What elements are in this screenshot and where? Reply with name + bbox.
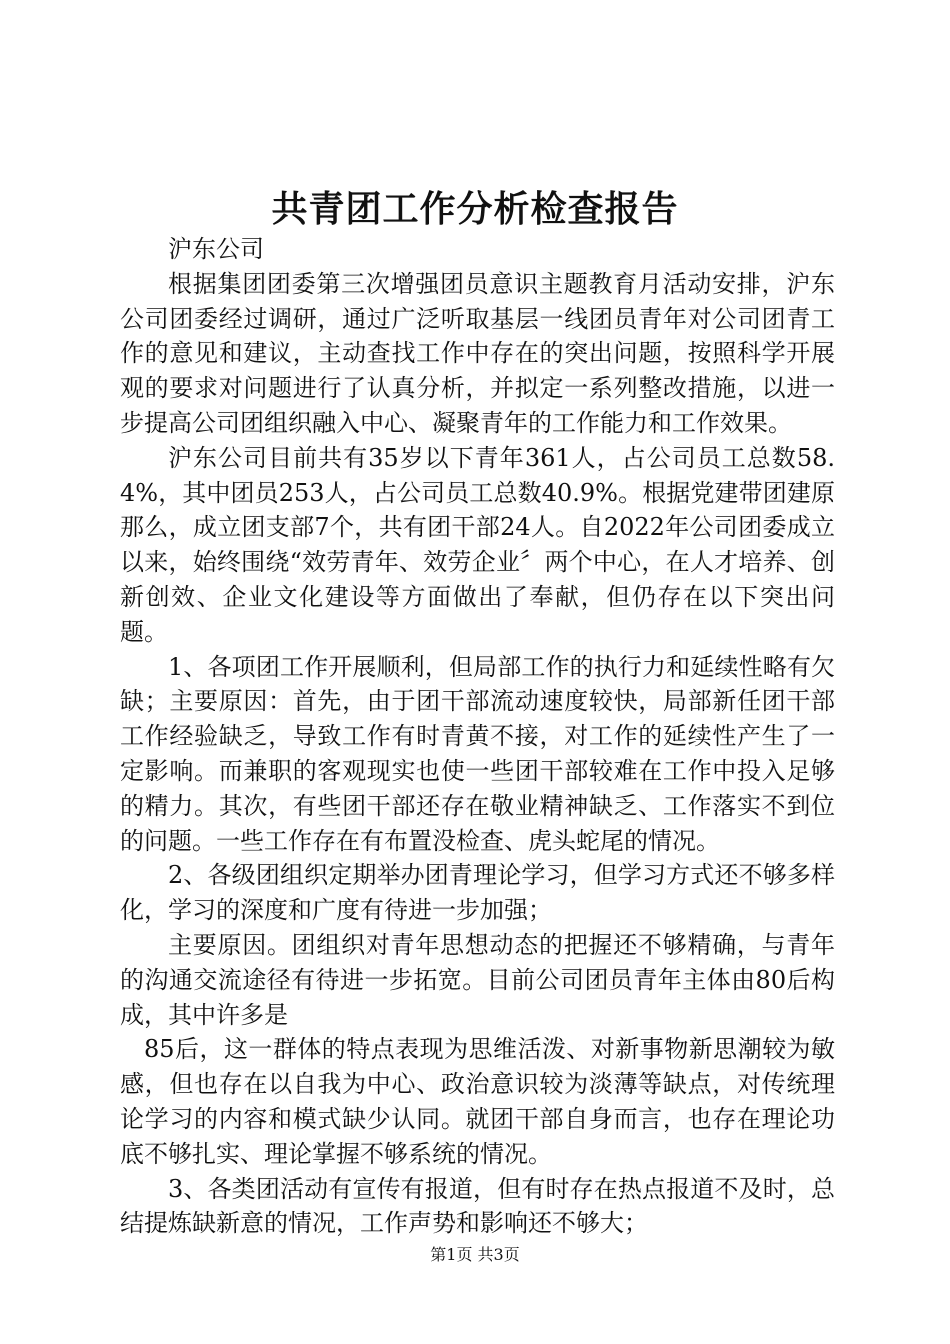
intro-paragraph: 根据集团团委第三次增强团员意识主题教育月活动安排，沪东公司团委经过调研，通过广泛听取基层一线团员青年对公司团青工作的意见和建议，主动查找工作中存在的突出问题，按照科学开展观的要求对问题进行了认真分析，并拟定一系列整改措施，以进一步提高公司团组织融入中心、凝聚青年的工作能力和工作效果。	[120, 269, 835, 437]
overview-paragraph: 沪东公司目前共有35岁以下青年361人，占公司员工总数58.4%，其中团员253人，占公司员工总数40.9%。根据党建带团建原那么，成立团支部7个，共有团干部24人。自2022年公司团委成立以来，始终围绕“效劳青年、效劳企业〞两个中心，在人才培养、创新创效、企业文化建设等方面做出了奉献，但仍存在以下突出问题。	[120, 443, 835, 646]
issue-2-paragraph: 2、各级团组织定期举办团青理论学习，但学习方式还不够多样化，学习的深度和广度有待进一步加强；	[120, 861, 835, 925]
page-footer: 第1页 共3页	[430, 1245, 520, 1264]
company-name: 沪东公司	[168, 235, 264, 263]
reason-paragraph: 主要原因。团组织对青年思想动态的把握还不够精确，与青年的沟通交流途径有待进一步拓宽。目前公司团员青年主体由80后构成，其中许多是	[120, 930, 835, 1029]
document-body	[120, 232, 835, 1241]
issue-1-paragraph: 1、各项团工作开展顺利，但局部工作的执行力和延续性略有欠缺；主要原因：首先，由于团干部流动速度较快，局部新任团干部工作经验缺乏，导致工作有时青黄不接，对工作的延续性产生了一定影响。而兼职的客观现实也使一些团干部较难在工作中投入足够的精力。其次，有些团干部还存在敬业精神缺乏、工作落实不到位的问题。一些工作存在有布置没检查、虎头蛇尾的情况。	[120, 652, 835, 855]
issue-3-paragraph: 3、各类团活动有宣传有报道，但有时存在热点报道不及时，总结提炼缺新意的情况，工作声势和影响还不够大；	[120, 1174, 835, 1238]
document-title: 共青团工作分析检查报告	[271, 188, 679, 230]
continuation-paragraph: 85后，这一群体的特点表现为思维活泼、对新事物新思潮较为敏感，但也存在以自我为中心、政治意识较为淡薄等缺点，对传统理论学习的内容和模式缺少认同。就团干部自身而言，也存在理论功底不够扎实、理论掌握不够系统的情况。	[120, 1035, 835, 1168]
